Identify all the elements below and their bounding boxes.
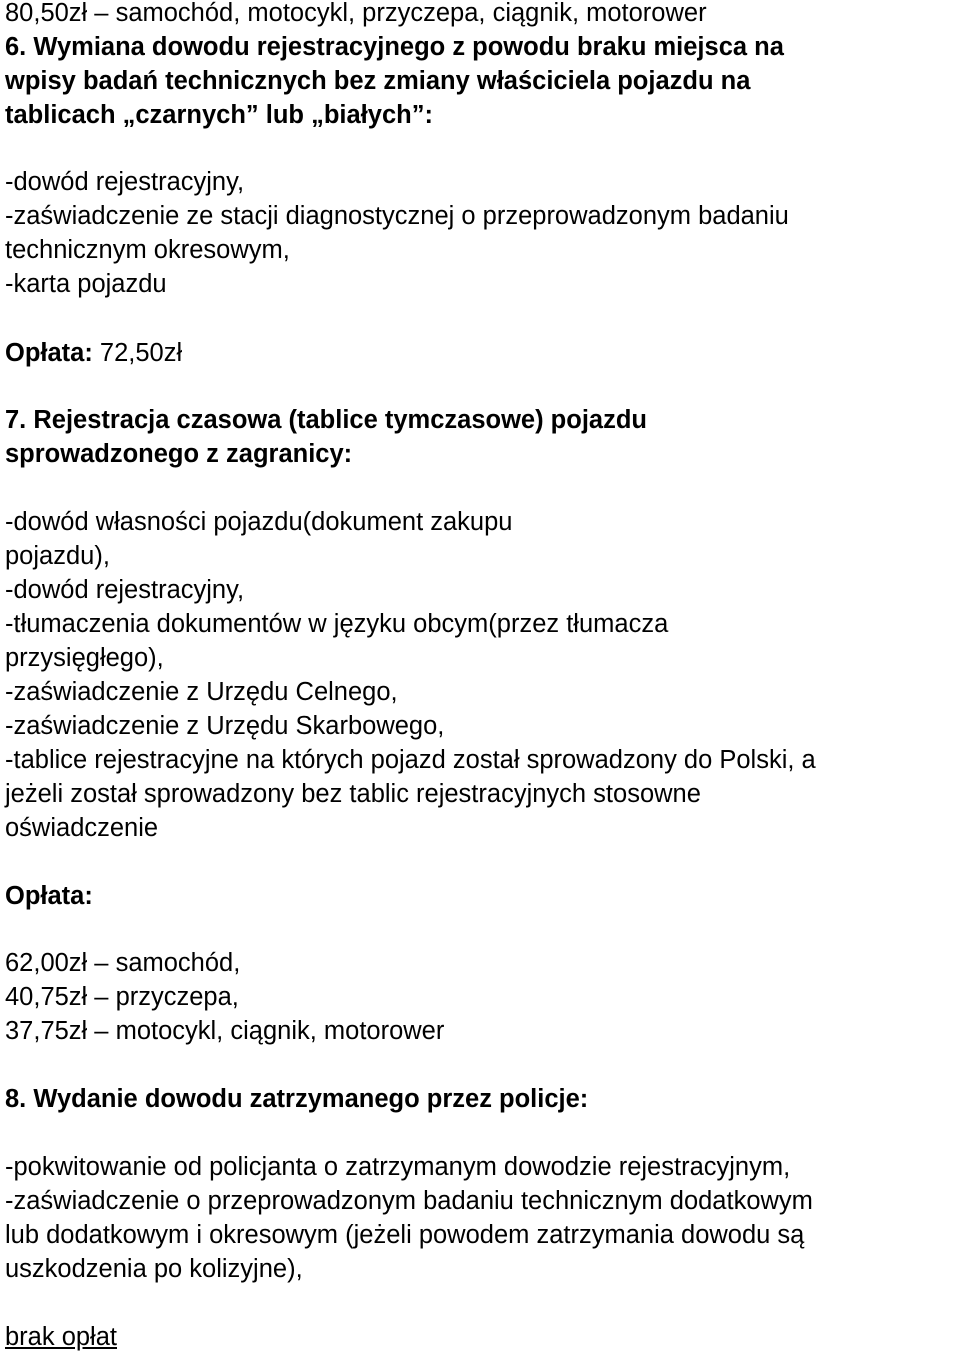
section7-doc-line: przysięgłego),: [5, 644, 164, 672]
section8-fee-note: brak opłat: [5, 1323, 117, 1351]
section7-doc-line: -tłumaczenia dokumentów w języku obcym(przez tłumacza: [5, 610, 669, 638]
section6-heading-line: wpisy badań technicznych bez zmiany właściciela pojazdu na: [5, 67, 751, 95]
section6-heading-line: 6. Wymiana dowodu rejestracyjnego z powodu braku miejsca na: [5, 33, 784, 61]
section7-doc-line: pojazdu),: [5, 542, 110, 570]
fee-line-previous-section: 80,50zł – samochód, motocykl, przyczepa, ciągnik, motorower: [5, 0, 707, 27]
section7-fee-label: Opłata:: [5, 882, 93, 910]
section8-doc-line: -zaświadczenie o przeprowadzonym badaniu technicznym dodatkowym: [5, 1187, 813, 1215]
fee-label: Opłata:: [5, 339, 93, 367]
section6-heading-line: tablicach „czarnych” lub „białych”:: [5, 101, 433, 129]
section7-fee-line: 62,00zł – samochód,: [5, 949, 241, 977]
section6-doc-line: technicznym okresowym,: [5, 236, 290, 264]
section7-doc-line: -zaświadczenie z Urzędu Celnego,: [5, 678, 398, 706]
section8-doc-line: -pokwitowanie od policjanta o zatrzymanym dowodzie rejestracyjnym,: [5, 1153, 791, 1181]
section7-doc-line: -dowód rejestracyjny,: [5, 576, 245, 604]
section7-heading-line: sprowadzonego z zagranicy:: [5, 440, 353, 468]
section7-fee-line: 40,75zł – przyczepa,: [5, 983, 239, 1011]
section7-heading-line: 7. Rejestracja czasowa (tablice tymczasowe) pojazdu: [5, 406, 647, 434]
section8-doc-line: uszkodzenia po kolizyjne),: [5, 1255, 303, 1283]
section8-heading: 8. Wydanie dowodu zatrzymanego przez policje:: [5, 1085, 589, 1113]
section7-doc-line: oświadczenie: [5, 814, 159, 842]
section6-fee: [5, 336, 182, 370]
section7-doc-line: -zaświadczenie z Urzędu Skarbowego,: [5, 712, 445, 740]
section7-doc-line: -tablice rejestracyjne na których pojazd został sprowadzony do Polski, a: [5, 746, 816, 774]
section6-doc-line: -zaświadczenie ze stacji diagnostycznej o przeprowadzonym badaniu: [5, 202, 789, 230]
section7-fee-line: 37,75zł – motocykl, ciągnik, motorower: [5, 1017, 445, 1045]
section8-doc-line: lub dodatkowym i okresowym (jeżeli powodem zatrzymania dowodu są: [5, 1221, 805, 1249]
fee-value: 72,50zł: [92, 339, 183, 367]
section7-doc-line: jeżeli został sprowadzony bez tablic rejestracyjnych stosowne: [5, 780, 701, 808]
section6-doc-line: -dowód rejestracyjny,: [5, 168, 245, 196]
section7-doc-line: -dowód własności pojazdu(dokument zakupu: [5, 508, 513, 536]
section6-doc-line: -karta pojazdu: [5, 270, 167, 298]
